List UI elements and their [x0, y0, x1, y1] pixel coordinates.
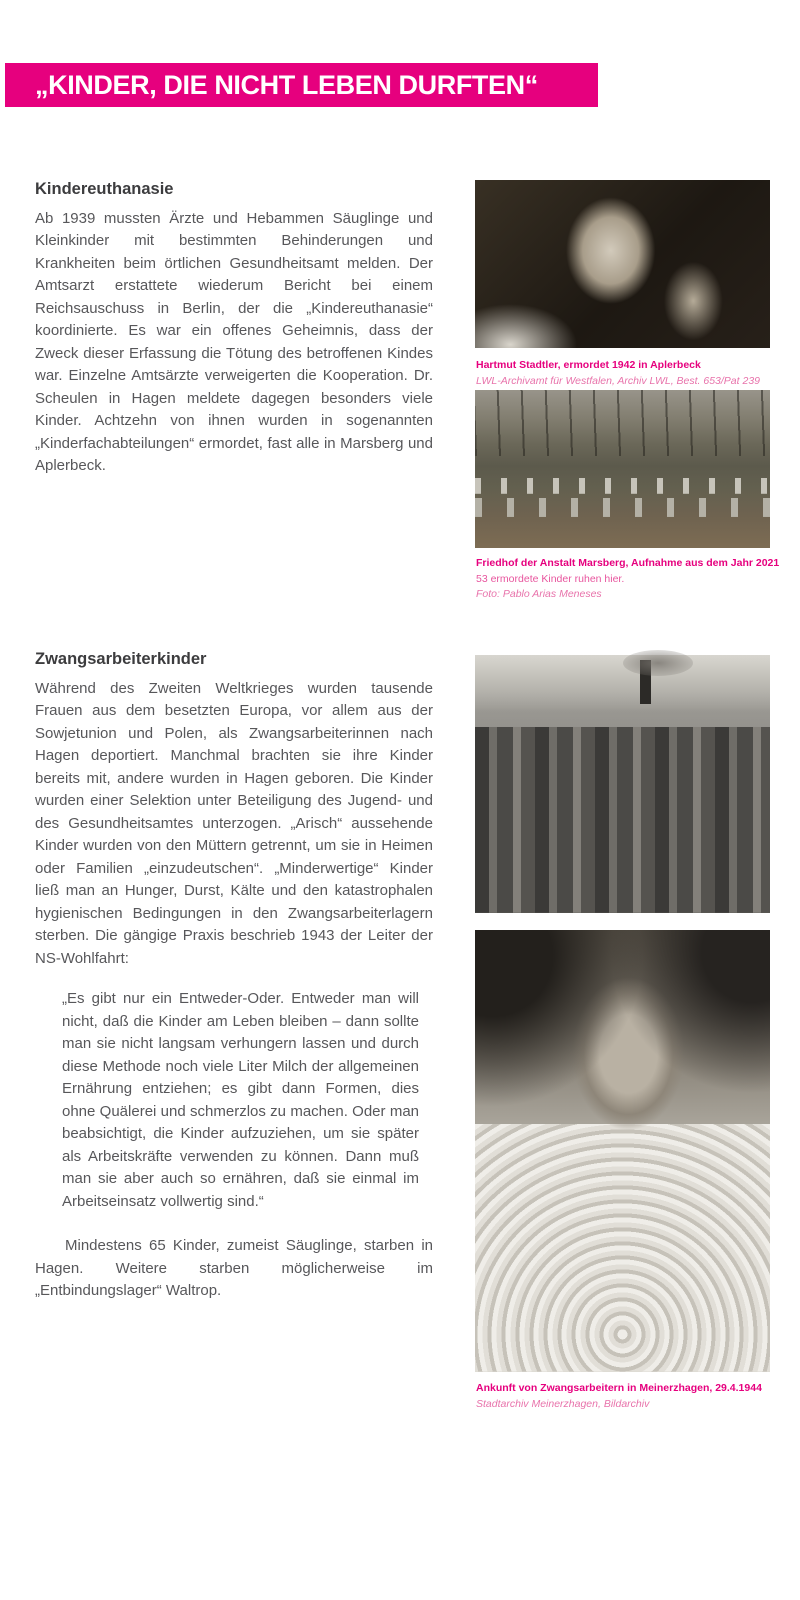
photo-friedhof-marsberg	[475, 390, 770, 548]
page-title: „KINDER, DIE NICHT LEBEN DURFTEN“	[35, 70, 538, 100]
section-heading-zwangsarbeiterkinder: Zwangsarbeiterkinder	[35, 650, 207, 668]
caption-credit: LWL-Archivamt für Westfalen, Archiv LWL, Best. 653/Pat 239	[476, 374, 761, 387]
caption-title: Ankunft von Zwangsarbeitern in Meinerzhagen, 29.4.1944	[476, 1382, 762, 1394]
page-title-banner	[5, 63, 598, 107]
section-heading-kindereuthanasie: Kindereuthanasie	[35, 180, 174, 198]
photo-zwangsarbeiter-crowd	[475, 655, 770, 913]
caption-friedhof-marsberg	[476, 556, 798, 603]
paragraph-zwangsarbeiterkinder: Während des Zweiten Weltkrieges wurden tausende Frauen aus dem besetzten Europa, vor allem aus der Sowjetunion und Polen, als Zwangsarbeiterinnen nach Hagen deportiert. Manchmal brachten sie ihre Kinder bereits mit, andere wurden in Hagen geboren. Die Kinder wurden einer Selektion unter Beteiligung des Jugend- und des Gesundheitsamtes unterzogen. „Arisch“ aussehende Kinder wurden von den Müttern getrennt, um sie in Heimen oder Familien „einzudeutschen“. „Minderwertige“ Kinder ließ man an Hunger, Durst, Kälte und den katastrophalen hygienischen Bedingungen in den Zwangsarbeiterlagern sterben. Die gängige Praxis beschrieb 1943 der Leiter der NS-Wohlfahrt:	[35, 679, 433, 967]
caption-credit: Foto: Pablo Arias Meneses	[476, 588, 602, 600]
caption-title: Hartmut Stadtler, ermordet 1942 in Aplerbeck	[476, 359, 701, 371]
photo-zwangsarbeiterin-portrait	[475, 930, 770, 1372]
photo-hartmut-stadtler	[475, 180, 770, 348]
section-kindereuthanasie	[35, 178, 433, 648]
paragraph-kindereuthanasie: Ab 1939 mussten Ärzte und Hebammen Säuglinge und Kleinkinder mit bestimmten Behinderungen und Krankheiten beim örtlichen Gesundheitsamt melden. Der Amtsarzt erstattete wiederum Bericht bei einem Reichsauschuss in Berlin, der die „Kindereuthanasie“ koordinierte. Es war ein offenes Geheimnis, dass der Zweck dieser Erfassung die Tötung des betroffenen Kindes war. Einzelne Amtsärzte verweigerten die Kooperation. Dr. Scheulen in Hagen meldete dagegen besonders viele Kinder. Achtzehn von ihnen wurden in sogenannten „Kinderfachabteilungen“ ermordet, fast alle in Marsberg und Aplerbeck.	[35, 209, 433, 474]
caption-title: Friedhof der Anstalt Marsberg, Aufnahme aus dem Jahr 2021	[476, 557, 780, 569]
text-column	[35, 178, 433, 1303]
paragraph-closing: Mindestens 65 Kinder, zumeist Säuglinge, starben in Hagen. Weitere starben möglicherweise im „Entbindungslager“ Waltrop.	[35, 1237, 433, 1299]
quote-ns-wohlfahrt: „Es gibt nur ein Entweder-Oder. Entweder man will nicht, daß die Kinder am Leben bleiben – dann sollte man sie nicht langsam verhungern lassen und durch diese Methode noch viele Liter Milch der allgemeinen Ernährung entziehen; es gibt dann Formen, dies ohne Quälerei und schmerzlos zu machen. Oder man beabsichtigt, die Kinder aufzuziehen, um sie später als Arbeitskräfte verwenden zu können. Dann muß man sie aber auch so ernähren, daß sie einmal im Arbeitseinsatz vollwertig sind.“	[62, 990, 419, 1210]
caption-note: 53 ermordete Kinder ruhen hier.	[476, 572, 625, 585]
section-zwangsarbeiterkinder	[35, 648, 433, 1303]
caption-ankunft-meinerzhagen	[476, 1381, 798, 1412]
caption-credit: Stadtarchiv Meinerzhagen, Bildarchiv	[476, 1397, 650, 1410]
caption-hartmut-stadtler	[476, 358, 798, 389]
